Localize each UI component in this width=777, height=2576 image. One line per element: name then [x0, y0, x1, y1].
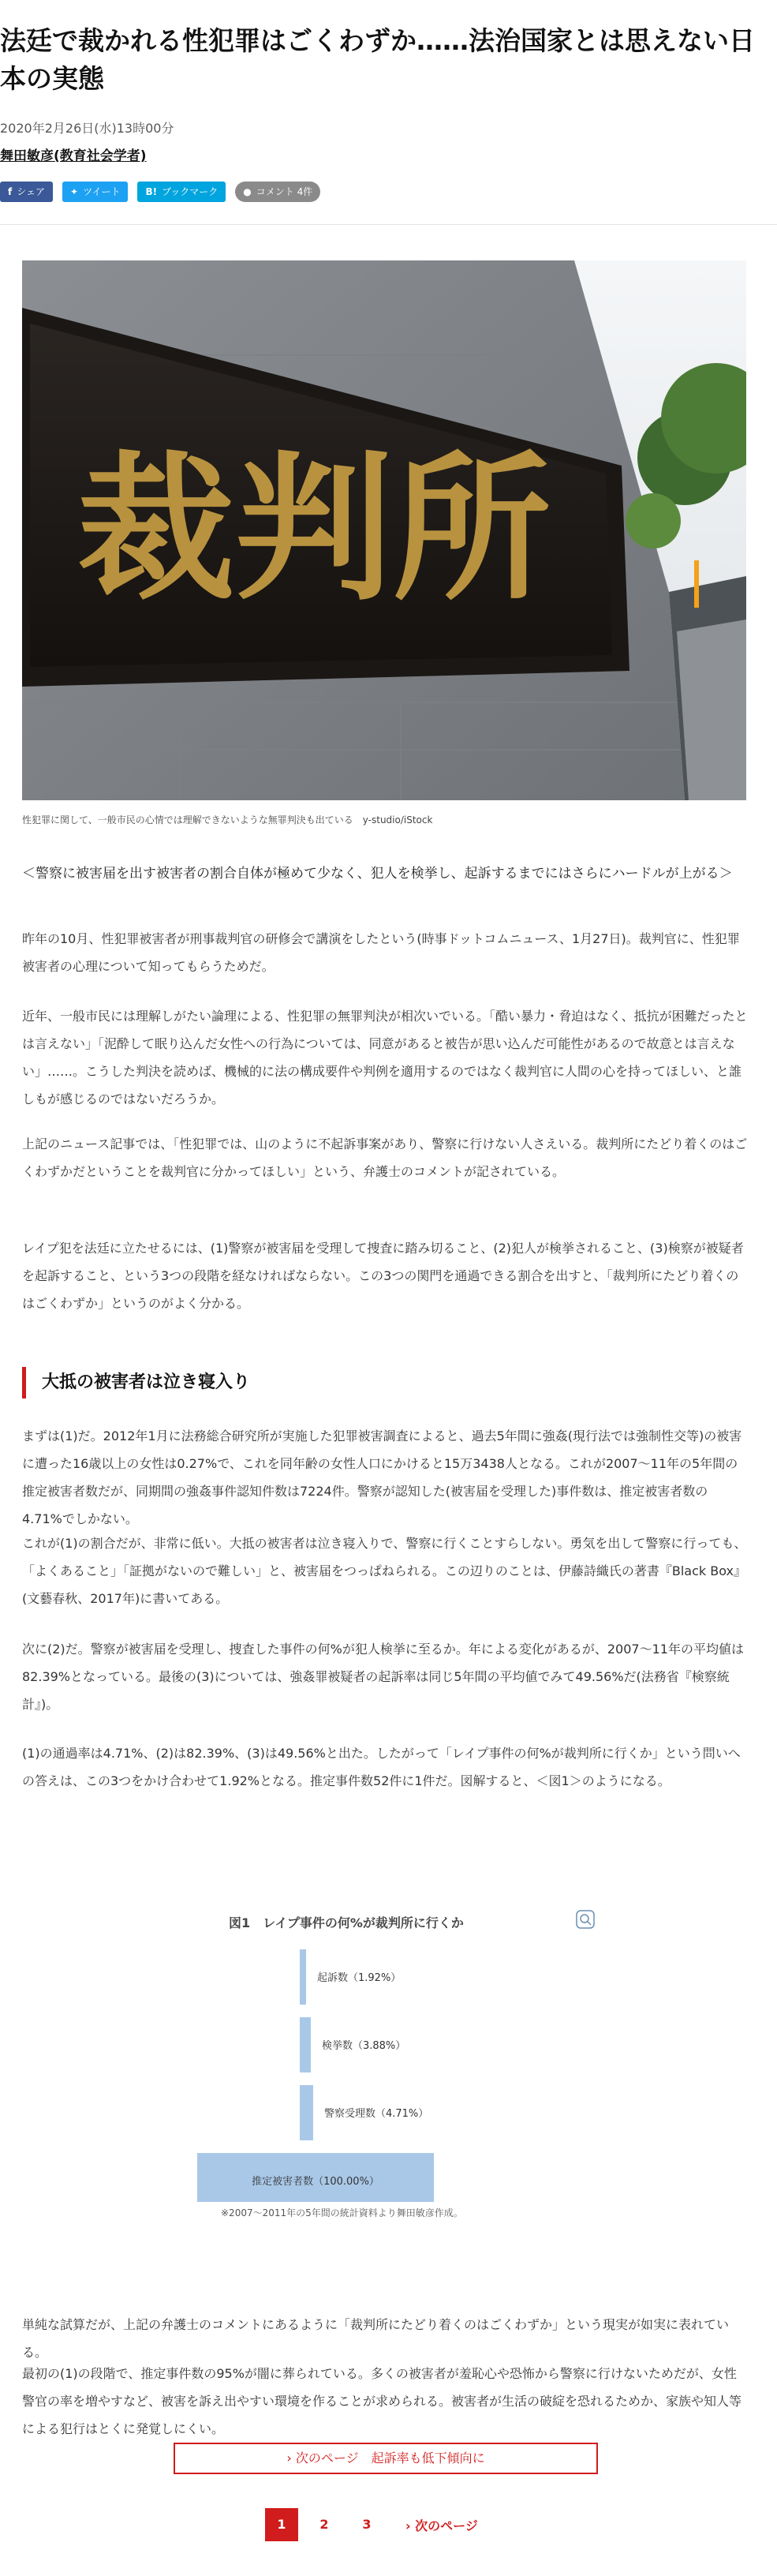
next-page-link[interactable]: [174, 2443, 598, 2474]
paragraph: まずは(1)だ。2012年1月に法務総合研究所が実施した犯罪被害調査によると、過去5年間に強姦(現行法では強制性交等)の被害に遭った16歳以上の女性は0.27%で、これを同年齢の女性人口にかけると15万3438人となる。これが2007～11年の5年間の推定被害者数だが、同期間の強姦事件認知件数は7224件。警察が認知した(被害届を受理した)事件数は、推定被害者数の4.71%でしかない。: [22, 1428, 742, 1526]
comment-icon: ●: [243, 186, 252, 197]
paragraph: レイプ犯を法廷に立たせるには、(1)警察が被害届を受理して捜査に踏み切ること、(2)犯人が検挙されること、(3)検察が被疑者を起訴すること、という3つの段階を経なければならない。この3つの関門を通過できる割合を出すと、「裁判所にたどり着くのはごくわずか」というのがよく分かる。: [22, 1241, 744, 1311]
publish-date: 2020年2月26日(水)13時00分: [0, 121, 174, 136]
figure-1: [174, 1894, 615, 2257]
comment-button[interactable]: [235, 182, 320, 202]
paragraph: 単純な試算だが、上記の弁護士のコメントにあるように「裁判所にたどり着くのはごくわずか」という現実が如実に表れている。: [22, 2317, 730, 2360]
page-3-button[interactable]: 3: [362, 2517, 372, 2532]
paragraph: 昨年の10月、性犯罪被害者が刑事裁判官の研修会で講演をしたという(時事ドットコムニュース、1月27日)。裁判官に、性犯罪被害者の心理について知ってもらうためだ。: [22, 931, 740, 974]
courthouse-photo-graphic: [22, 260, 746, 800]
courthouse-photo: [22, 260, 746, 800]
funnel-chart: [174, 1941, 615, 2202]
court-sign-text: 裁判所: [77, 436, 551, 622]
pager-next-label: 次のページ: [415, 2518, 478, 2533]
chart-bar-2: [300, 2085, 313, 2140]
section-subheading: 大抵の被害者は泣き寝入り: [22, 1367, 250, 1398]
photo-caption: 性犯罪に関して、一般市民の心情では理解できないような無罪判決も出ている y-studio/iStock: [22, 814, 433, 826]
chevron-right-icon: ›: [405, 2518, 416, 2533]
chart-bar-1: [300, 2017, 311, 2072]
chart-bar-label-3: 推定被害者数（100.00%）: [252, 2176, 379, 2188]
paragraph: 次に(2)だ。警察が被害届を受理し、捜査した事件の何%が犯人検挙に至るか。年による変化があるが、2007～11年の平均値は82.39%となっている。最後の(3)については、強姦罪被疑者の起訴率は同じ5年間の平均値でみて49.56%だ(法務省『検察統計』)。: [22, 1642, 744, 1712]
zoom-icon[interactable]: [574, 1908, 596, 1930]
chart-bar-label-2: 警察受理数（4.71%）: [323, 2108, 429, 2120]
chart-bar-label-1: 検挙数（3.88%）: [321, 2040, 406, 2052]
page-1-button[interactable]: 1: [265, 2508, 298, 2541]
page-2-button[interactable]: 2: [319, 2517, 329, 2532]
chevron-right-icon: ›: [286, 2451, 292, 2466]
facebook-share-label: シェア: [17, 186, 45, 197]
header-divider: [0, 224, 777, 225]
article-title: 法廷で裁かれる性犯罪はごくわずか……法治国家とは思えない日本の実態: [0, 25, 755, 94]
article-lead: ＜警察に被害届を出す被害者の割合自体が極めて少なく、犯人を検挙し、起訴するまでにはさらにハードルが上がる＞: [22, 866, 733, 882]
pager-next-link[interactable]: [405, 2516, 478, 2534]
paragraph: これが(1)の割合だが、非常に低い。大抵の被害者は泣き寝入りで、警察に行くことすらしない。勇気を出して警察に行っても、「よくあること」「証拠がないので難しい」と、被害届をつっぱねられる。この辺りのことは、伊藤詩織氏の著書『Black Box』(文藝春秋、2017年)に書いてある。: [22, 1536, 747, 1606]
facebook-share-button[interactable]: [0, 182, 53, 202]
paragraph: 最初の(1)の段階で、推定事件数の95%が闇に葬られている。多くの被害者が羞恥心や恐怖から警察に行けないためだが、女性警官の率を増やすなど、被害を訴え出やすい環境を作ることが求められる。被害者が生活の破綻を恐れるためか、家族や知人等による犯行はとくに発覚しにくい。: [22, 2366, 742, 2436]
next-page-label: 次のページ 起訴率も低下傾向に: [295, 2451, 485, 2466]
paragraph: (1)の通過率は4.71%、(2)は82.39%、(3)は49.56%と出た。したがって「レイプ事件の何%が裁判所に行くか」という問いへの答えは、この3つをかけ合わせて1.92%となる。推定事件数52件に1件だ。図解すると、＜図1＞のようになる。: [22, 1746, 741, 1788]
chart-bar-label-0: 起訴数（1.92%）: [317, 1972, 402, 1984]
chart-bar-0: [300, 1949, 306, 2005]
paragraph: 近年、一般市民には理解しがたい論理による、性犯罪の無罪判決が相次いでいる。「酷い暴力・脅迫はなく、抵抗が困難だったとは言えない」「泥酔して眠り込んだ女性への行為については、同意があると被告が思い込んだ可能性があるので故意とは言えない」……。こうした判決を読めば、機械的に法の構成要件や判例を適用するのではなく裁判官に人間の心を持ってほしい、と誰しもが感じるのではないだろうか。: [22, 1009, 748, 1106]
chart-note: ※2007～2011年の5年間の統計資料より舞田敏彦作成。: [221, 2207, 463, 2218]
pagination: [265, 2508, 478, 2541]
twitter-share-button[interactable]: [62, 182, 128, 202]
hatena-bookmark-button[interactable]: [137, 182, 226, 202]
comment-label: コメント 4件: [256, 186, 313, 197]
hatena-bookmark-label: ブックマーク: [162, 186, 219, 197]
author-link[interactable]: 舞田敏彦(教育社会学者): [0, 148, 147, 164]
twitter-share-label: ツイート: [83, 186, 121, 197]
paragraph: 上記のニュース記事では、「性犯罪では、山のように不起訴事案があり、警察に行けない人さえいる。裁判所にたどり着くのはごくわずかだということを裁判官に分かってほしい」という、弁護士のコメントが記されている。: [22, 1136, 748, 1179]
twitter-icon: ✦: [70, 186, 79, 197]
share-bar: [0, 182, 320, 202]
facebook-icon: f: [8, 186, 13, 197]
hatena-icon: B!: [145, 186, 158, 197]
chart-title: 図1 レイプ事件の何%が裁判所に行くか: [229, 1915, 464, 1930]
